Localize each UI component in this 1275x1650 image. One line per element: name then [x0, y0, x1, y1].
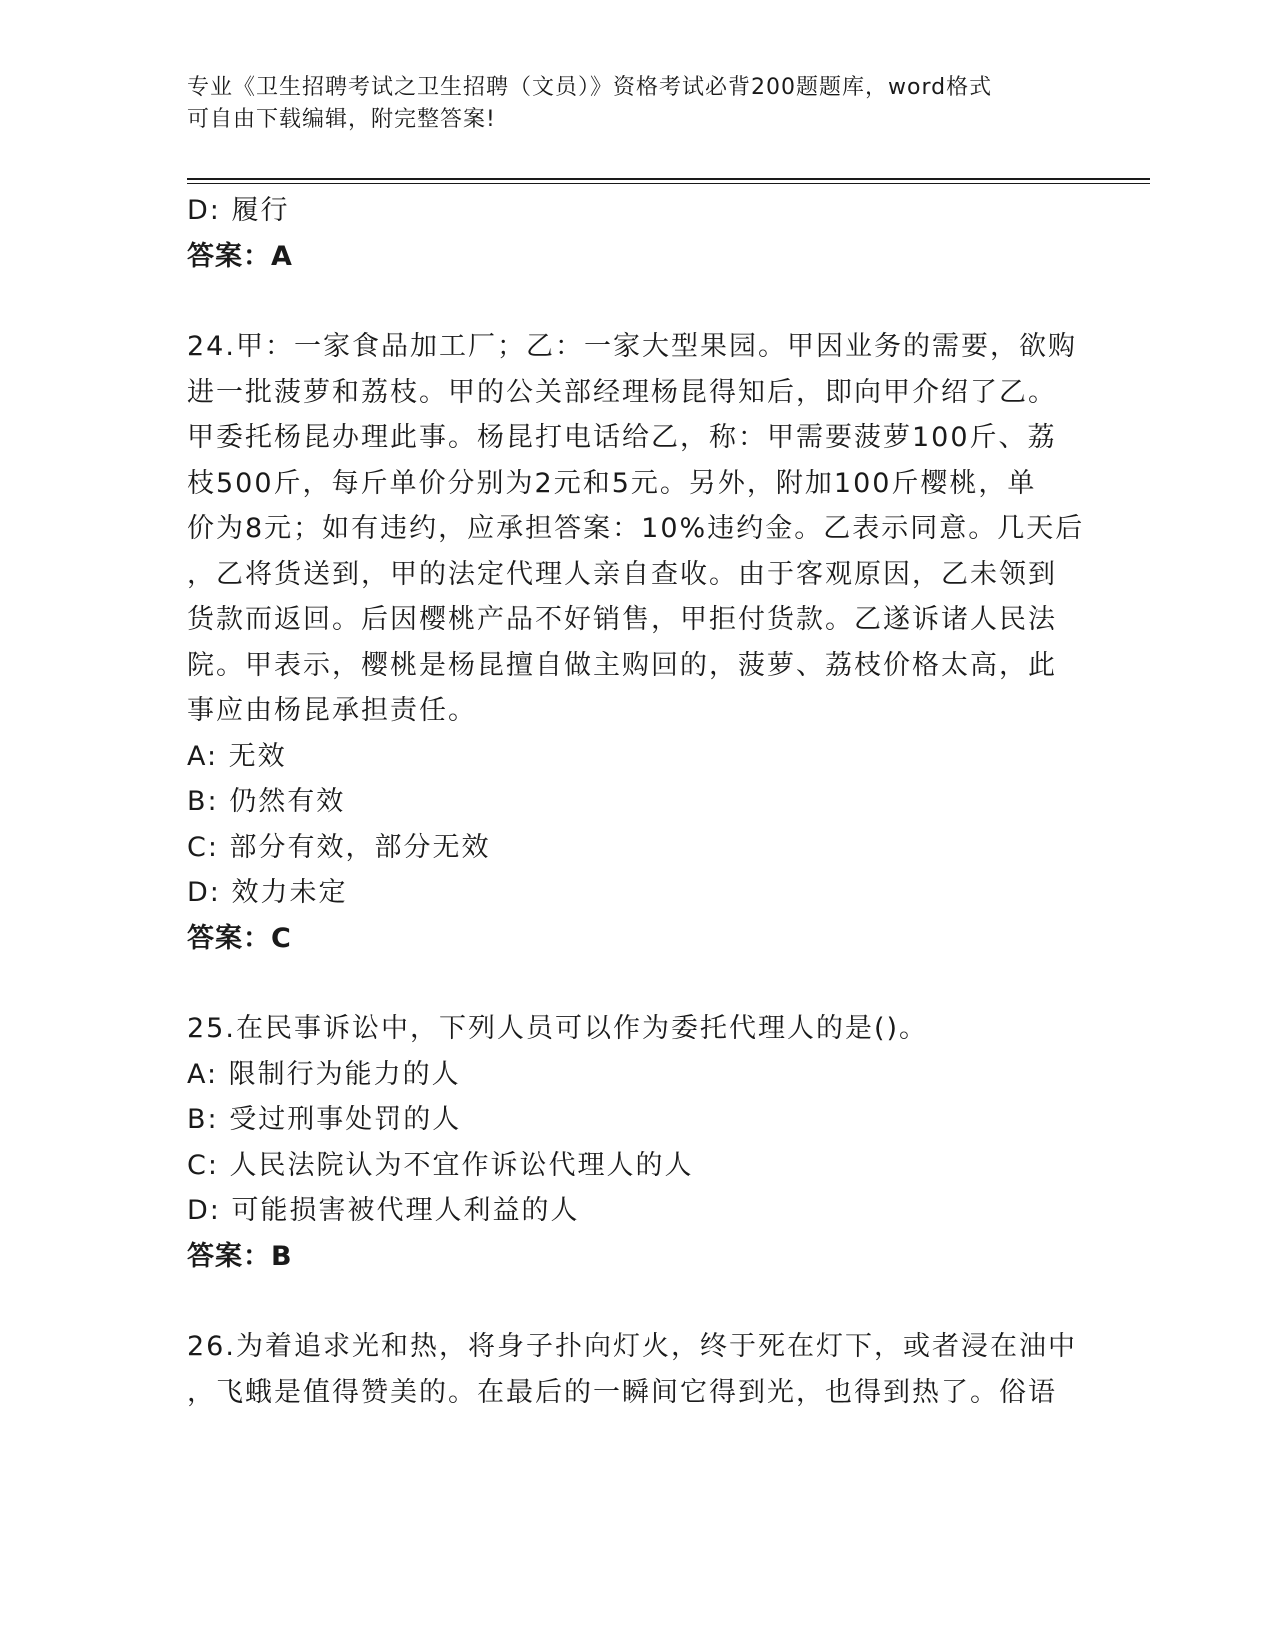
header-title-line-1: 专业《卫生招聘考试之卫生招聘（文员）》资格考试必背200题题库，word格式: [187, 75, 993, 100]
question-stem-line: 进一批菠萝和荔枝。甲的公关部经理杨昆得知后，即向甲介绍了乙。: [187, 376, 1057, 408]
answer-line: 答案：B: [187, 1240, 293, 1272]
question-stem-line: 甲委托杨昆办理此事。杨昆打电话给乙，称：甲需要菠萝100斤、荔: [187, 422, 1057, 453]
option-a: A: 无效: [187, 740, 287, 772]
question-stem-line: 价为8元；如有违约，应承担答案：10%违约金。乙表示同意。几天后: [187, 513, 1085, 544]
spacer: [187, 279, 1087, 324]
option-b: B: 仍然有效: [187, 786, 346, 817]
spacer: [187, 961, 1087, 1006]
spacer: [187, 1279, 1087, 1324]
question-stem-line: 事应由杨昆承担责任。: [187, 695, 477, 726]
question-stem-line: 26.为着追求光和热，将身子扑向灯火，终于死在灯下，或者浸在油中: [187, 1331, 1077, 1362]
question-24: [187, 324, 1087, 961]
option-d: D: 可能损害被代理人利益的人: [187, 1195, 580, 1226]
question-stem-line: ，飞蛾是值得赞美的。在最后的一瞬间它得到光，也得到热了。俗语: [187, 1376, 1057, 1408]
header-divider-thin: [187, 183, 1150, 184]
question-26: [187, 1324, 1087, 1415]
document-body: [187, 188, 1087, 1415]
header-divider-thick: [187, 178, 1150, 180]
question-stem-line: ，乙将货送到，甲的法定代理人亲自查收。由于客观原因，乙未领到: [187, 558, 1057, 590]
question-stem-line: 院。甲表示，樱桃是杨昆擅自做主购回的，菠萝、荔枝价格太高，此: [187, 649, 1057, 681]
option-d: D: 履行: [187, 195, 290, 226]
option-b: B: 受过刑事处罚的人: [187, 1104, 462, 1135]
answer-line: 答案：A: [187, 240, 293, 272]
option-c: C: 人民法院认为不宜作诉讼代理人的人: [187, 1149, 694, 1181]
answer-line: 答案：C: [187, 922, 292, 954]
question-stem-line: 24.甲：一家食品加工厂；乙：一家大型果园。甲因业务的需要，欲购: [187, 331, 1077, 362]
option-a: A: 限制行为能力的人: [187, 1058, 461, 1090]
question-stem-line: 25.在民事诉讼中，下列人员可以作为委托代理人的是()。: [187, 1013, 929, 1044]
option-c: C: 部分有效，部分无效: [187, 831, 491, 863]
question-stem-line: 枝500斤，每斤单价分别为2元和5元。另外，附加100斤樱桃，单: [187, 467, 1037, 499]
prev-question-tail: [187, 188, 1087, 279]
question-stem-line: 货款而返回。后因樱桃产品不好销售，甲拒付货款。乙遂诉诸人民法: [187, 604, 1057, 635]
option-d: D: 效力未定: [187, 877, 348, 908]
question-25: [187, 1006, 1087, 1279]
header-title-line-2: 可自由下载编辑，附完整答案!: [187, 107, 496, 132]
page-header: [187, 72, 1077, 136]
